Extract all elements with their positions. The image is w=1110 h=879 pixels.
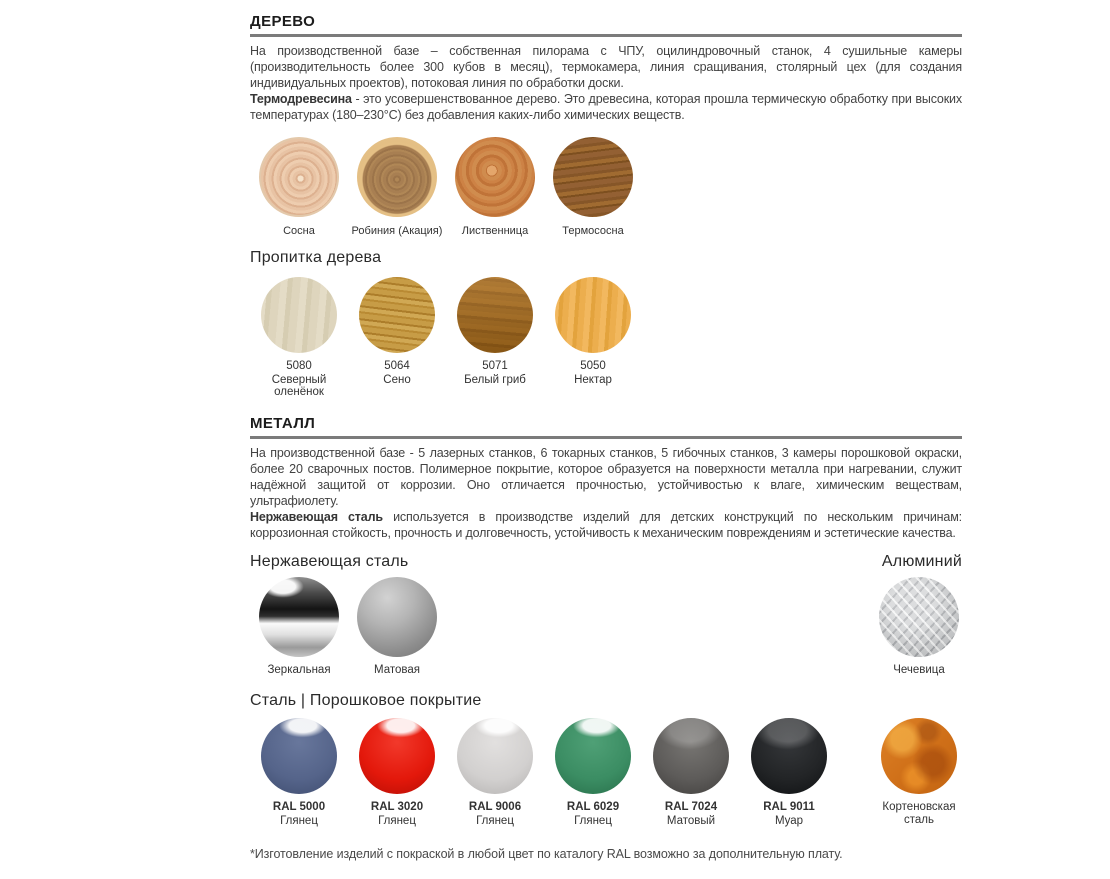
wood-swatch-larch — [446, 137, 544, 237]
diamond-plate-image — [879, 577, 959, 657]
ral-finish: Глянец — [378, 814, 416, 827]
wood-swatch-thermopine — [544, 137, 642, 237]
impregnation-title: Пропитка дерева — [250, 249, 382, 266]
stainless-swatch-mirror — [250, 577, 348, 677]
wood-species-row — [250, 137, 962, 237]
ral-7024-sphere-image — [653, 718, 729, 794]
section-divider — [250, 34, 962, 37]
stain-5050-image — [555, 277, 631, 353]
swatch-code: 5050 — [580, 360, 606, 372]
impregnation-swatch-5050 — [544, 277, 642, 399]
aluminum-title: Алюминий — [881, 552, 962, 570]
ral-9006-sphere-image — [457, 718, 533, 794]
wood-swatch-robinia — [348, 137, 446, 237]
swatch-label: Лиственница — [461, 225, 529, 237]
corten-steel-image — [881, 718, 957, 794]
thermowood-term: Термодревесина — [250, 92, 352, 106]
ral-swatch-5000 — [250, 718, 348, 827]
ral-swatch-6029 — [544, 718, 642, 827]
ral-finish: Муар — [774, 814, 804, 827]
ral-code: RAL 7024 — [664, 801, 718, 813]
ral-code: RAL 9006 — [468, 801, 522, 813]
swatch-label: Зеркальная — [267, 663, 331, 676]
ral-9011-sphere-image — [751, 718, 827, 794]
metal-section-title: МЕТАЛЛ — [250, 414, 316, 432]
metal-subheadings — [250, 553, 962, 571]
ral-swatch-9011 — [740, 718, 838, 827]
metal-description: На производственной базе - 5 лазерных станков, 6 токарных станков, 5 гибочных станков, 3 камеры порошковой окраски, более 20 сварочных постов. Полимерное покрытие, которое образуется на поверхности металла при нагревании, служит надёжной защитой от коррозии. Оно отличается прочностью, устойчивостью к влаге, химическим веществам, ультрафиолету. — [250, 445, 962, 508]
ral-3020-sphere-image — [359, 718, 435, 794]
swatch-code: 5064 — [384, 360, 410, 372]
stain-5080-image — [261, 277, 337, 353]
ral-code: RAL 5000 — [272, 801, 326, 813]
stainless-description — [250, 509, 962, 541]
swatch-name: Белый гриб — [464, 373, 526, 386]
thermowood-text: - это усовершенствованное дерево. Это древесина, которая прошла термическую обработку при высоких температурах (180–230°С) без добавления каких-либо химических веществ. — [250, 92, 962, 122]
impregnation-swatch-5071 — [446, 277, 544, 399]
larch-slice-image — [455, 137, 535, 217]
swatch-code: 5080 — [286, 360, 312, 372]
section-divider — [250, 436, 962, 439]
wood-swatch-pine — [250, 137, 348, 237]
ral-swatch-7024 — [642, 718, 740, 827]
swatch-name: Сено — [383, 373, 411, 386]
ral-finish: Матовый — [666, 814, 716, 827]
ral-6029-sphere-image — [555, 718, 631, 794]
powder-coating-title: Сталь | Порошковое покрытие — [250, 692, 482, 709]
stainless-text: используется в производстве изделий для детских конструкций по нескольким причинам: коррозионная стойкость, прочность и долговечность, устойчивость к механическим повреждениям и эстетические качества. — [250, 509, 962, 540]
ral-code: RAL 9011 — [763, 801, 815, 813]
ral-5000-sphere-image — [261, 718, 337, 794]
impregnation-swatch-5080 — [250, 277, 348, 399]
stain-5064-image — [359, 277, 435, 353]
ral-finish: Глянец — [280, 814, 318, 827]
ral-colors-row — [250, 718, 962, 827]
wood-description: На производственной базе – собственная пилорама с ЧПУ, оцилиндровочный станок, 4 сушильные камеры (производительность более 300 кубов в месяц), термокамера, линия сращивания, столярный цех (для создания индивидуальных проектов), потоковая линия по обработки доски. — [250, 44, 962, 90]
swatch-name: Нектар — [574, 373, 612, 386]
ral-footnote: *Изготовление изделий с покраской в любой цвет по каталогу RAL возможно за дополнительную плату. — [250, 847, 843, 861]
ral-swatch-9006 — [446, 718, 544, 827]
ral-code: RAL 3020 — [370, 801, 424, 813]
content-column — [250, 0, 962, 874]
swatch-name: Северный оленёнок — [271, 373, 327, 398]
thermopine-grain-image — [553, 137, 633, 217]
impregnation-row — [250, 277, 962, 399]
stainless-row — [250, 577, 962, 677]
swatch-label: Чечевица — [893, 663, 945, 676]
ral-code: RAL 6029 — [566, 801, 620, 813]
thermowood-description — [250, 91, 962, 123]
swatch-code: 5071 — [482, 360, 508, 372]
pine-slice-image — [259, 137, 339, 217]
swatch-label: Матовая — [374, 663, 420, 676]
mirror-steel-sphere-image — [259, 577, 339, 657]
ral-finish: Глянец — [476, 814, 514, 827]
stain-5071-image — [457, 277, 533, 353]
matte-steel-sphere-image — [357, 577, 437, 657]
robinia-slice-image — [357, 137, 437, 217]
stainless-steel-title: Нержавеющая сталь — [250, 552, 409, 570]
aluminum-swatch-lentil — [876, 577, 962, 677]
swatch-label: Термососна — [562, 225, 624, 237]
swatch-label: Сосна — [283, 225, 315, 237]
stainless-term: Нержавеющая сталь — [250, 509, 383, 524]
ral-finish: Глянец — [574, 814, 612, 827]
swatch-label: Робиния (Акация) — [351, 225, 443, 237]
impregnation-swatch-5064 — [348, 277, 446, 399]
corten-swatch — [876, 718, 962, 827]
swatch-label: Кортеновская сталь — [882, 801, 956, 826]
ral-swatch-3020 — [348, 718, 446, 827]
wood-section-title: ДЕРЕВО — [250, 13, 316, 30]
stainless-swatch-matte — [348, 577, 446, 677]
